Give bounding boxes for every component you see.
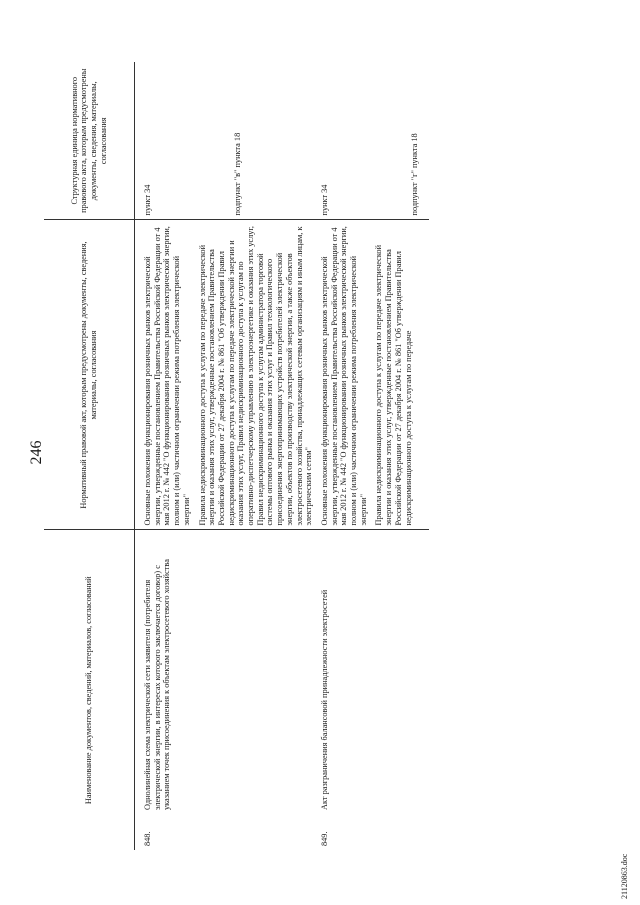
structural-unit-cell bbox=[135, 62, 317, 220]
structural-unit: пункт 34 bbox=[143, 184, 152, 216]
legal-act-text: Правила недискриминационного доступа к услугам по передаче электрической энергии и оказания этих услуг, утвержденные постановлением Правительства Российской Федерации от 27 декабря 2004 г. № 861 "Об утверждении Правил недискриминационного доступа к услугам по передаче bbox=[374, 244, 413, 526]
structural-unit-cell bbox=[317, 62, 429, 220]
structural-unit: пункт 34 bbox=[319, 184, 329, 216]
table-row bbox=[317, 62, 429, 850]
document-name: Однолинейная схема электрической сети заявителя (потребителя электрической энергии, в интересах которого заключается договор) с указанием точек присоединения к объектам электросетевого хозяйства bbox=[143, 559, 172, 810]
document-name: Акт разграничения балансовой принадлежности электросетей bbox=[319, 589, 329, 810]
header-documents: Наименование документов, сведений, материалов, согласований bbox=[44, 530, 135, 850]
legal-act-text: Правила недискриминационного доступа к услугам по передаче электрической энергии и оказания этих услуг, утвержденные постановлением Правительства Российской Федерации от 27 декабря 2004 г. № 861 "Об утверждении Правил недискриминационного доступа к услугам по передаче электрической энергии и оказания этих услуг, Правил недискриминационного доступа к услугам по оперативно-диспетчерскому управлению в электроэнергетике и оказания этих услуг, Правил недискриминационного доступа к услугам администратора торговой системы оптового рынка и оказания этих услуг и Правил технологического присоединения энергопринимающих устройств потребителей электрической энергии, объектов по производству электрической энергии, а также объектов электросетевого хозяйства, принадлежащих сетевым организациям и иным лицам, к электрическим сетям" bbox=[197, 226, 314, 526]
table-row bbox=[135, 62, 317, 850]
legal-act-cell bbox=[317, 220, 429, 530]
legal-act-text: Основные положения функционирования розничных рынков электрической энергии, утвержденные постановлением Правительства Российской Федерации от 4 мая 2012 г. № 442 "О функционировании розничных рынков электрической энергии, полном и (или) частичном ограничении режима потребления электрической энергии" bbox=[319, 226, 368, 526]
legal-act-cell bbox=[135, 220, 317, 530]
document-name-cell bbox=[135, 530, 317, 850]
document-name-cell bbox=[317, 530, 429, 850]
structural-unit: подпункт "г" пункта 18 bbox=[409, 133, 419, 216]
regulations-table bbox=[44, 62, 429, 850]
row-number: 848. bbox=[143, 831, 152, 846]
page-number: 246 bbox=[28, 440, 45, 465]
header-structural-unit: Структурная единица нормативного правового акта, которым предусмотрены документы, сведения, материалы, согласования bbox=[44, 62, 135, 220]
legal-act-text: Основные положения функционирования розничных рынков электрической энергии, утвержденные постановлением Правительства Российской Федерации от 4 мая 2012 г. № 442 "О функционировании розничных рынков электрической энергии, полном и (или) частичном ограничении режима потребления электрической энергии" bbox=[143, 226, 191, 526]
table-header-row bbox=[44, 62, 135, 850]
document-file-code: 21120863.doc bbox=[620, 853, 629, 899]
row-number: 849. bbox=[319, 831, 329, 846]
header-legal-act: Нормативный правовой акт, которым предусмотрены документы, сведения, материалы, согласования bbox=[44, 220, 135, 530]
structural-unit: подпункт "в" пункта 18 bbox=[233, 132, 242, 216]
